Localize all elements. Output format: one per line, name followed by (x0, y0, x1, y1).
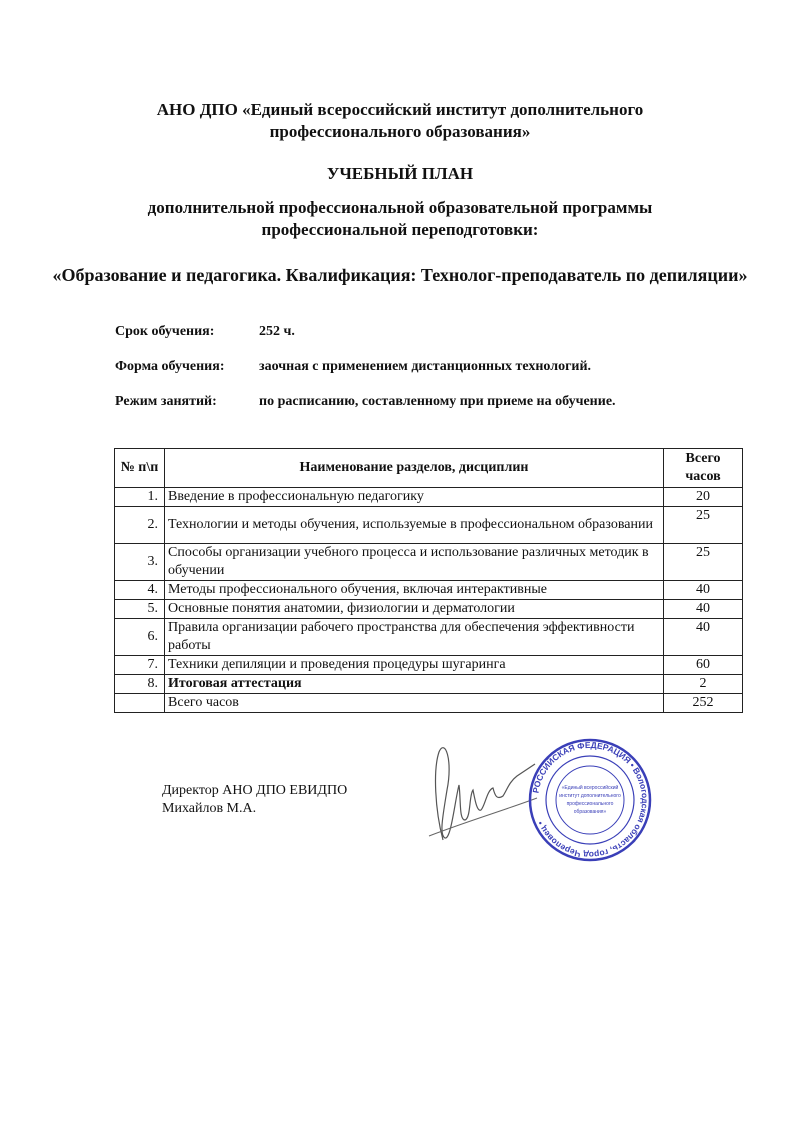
table-row (115, 581, 743, 600)
row-num: 4. (115, 581, 165, 600)
meta-value: по расписанию, составленному при приеме на обучение. (259, 394, 616, 409)
meta-value: 252 ч. (259, 324, 295, 339)
table-row (115, 488, 743, 507)
meta-label: Срок обучения: (115, 324, 215, 339)
row-num: 7. (115, 656, 165, 675)
row-num: 6. (115, 619, 165, 656)
curriculum-table (114, 448, 743, 713)
document-title: УЧЕБНЫЙ ПЛАН (326, 164, 474, 183)
row-num: 1. (115, 488, 165, 507)
row-hours: 40 (664, 581, 743, 600)
meta-schedule (115, 393, 616, 411)
row-num: 2. (115, 507, 165, 544)
table-row (115, 675, 743, 694)
meta-form (115, 358, 592, 376)
table-row (115, 600, 743, 619)
row-hours: 2 (664, 675, 743, 694)
signer-position: Директор АНО ДПО ЕВИДПО (162, 783, 348, 798)
row-name: Основные понятия анатомии, физиологии и дерматологии (165, 600, 664, 619)
header-name: Наименование разделов, дисциплин (165, 449, 664, 488)
header-hours: Всего часов (664, 449, 743, 488)
document-subtitle: дополнительной профессиональной образовательной программы профессиональной переподготовки: (147, 198, 653, 239)
row-name: Техники депиляции и проведения процедуры шугаринга (165, 656, 664, 675)
row-num: 8. (115, 675, 165, 694)
table-row (115, 507, 743, 544)
table-header-row (115, 449, 743, 488)
official-stamp (525, 735, 655, 865)
row-name: Введение в профессиональную педагогику (165, 488, 664, 507)
row-name: Итоговая аттестация (165, 675, 664, 694)
signer-name: Михайлов М.А. (162, 801, 257, 816)
svg-text:институт дополнительного: институт дополнительного (559, 793, 621, 799)
meta-label: Режим занятий: (115, 394, 217, 409)
program-name: «Образование и педагогика. Квалификация: Технолог-преподаватель по депиляции» (52, 265, 748, 285)
meta-label: Форма обучения: (115, 359, 225, 374)
total-label: Всего часов (165, 694, 664, 713)
meta-value: заочная с применением дистанционных технологий. (259, 359, 592, 374)
signature-block (162, 782, 347, 818)
row-name: Способы организации учебного процесса и использование различных методик в обучении (165, 544, 664, 581)
table-row (115, 619, 743, 656)
meta-duration (115, 323, 295, 341)
row-name: Правила организации рабочего пространства для обеспечения эффективности работы (165, 619, 664, 656)
table-row (115, 544, 743, 581)
row-hours: 20 (664, 488, 743, 507)
svg-text:«Единый всероссийский: «Единый всероссийский (561, 785, 619, 791)
row-name: Технологии и методы обучения, используемые в профессиональном образовании (165, 507, 664, 544)
row-hours: 60 (664, 656, 743, 675)
total-num (115, 694, 165, 713)
row-name: Методы профессионального обучения, включая интерактивные (165, 581, 664, 600)
row-hours: 25 (664, 544, 743, 581)
svg-text:РОССИЙСКАЯ ФЕДЕРАЦИЯ • Вологод (530, 740, 650, 860)
row-hours: 25 (664, 507, 743, 544)
row-num: 5. (115, 600, 165, 619)
row-hours: 40 (664, 600, 743, 619)
svg-text:образования»: образования» (573, 809, 607, 815)
total-hours: 252 (664, 694, 743, 713)
row-num: 3. (115, 544, 165, 581)
svg-text:профессионального: профессионального (566, 801, 614, 807)
organization-title: АНО ДПО «Единый всероссийский институт дополнительного профессионального образования» (156, 100, 644, 141)
table-total-row (115, 694, 743, 713)
row-hours: 40 (664, 619, 743, 656)
table-row (115, 656, 743, 675)
stamp-outer-text: РОССИЙСКАЯ ФЕДЕРАЦИЯ • Вологодская область, город Череповец • (530, 739, 651, 861)
header-num: № п\п (115, 449, 165, 488)
